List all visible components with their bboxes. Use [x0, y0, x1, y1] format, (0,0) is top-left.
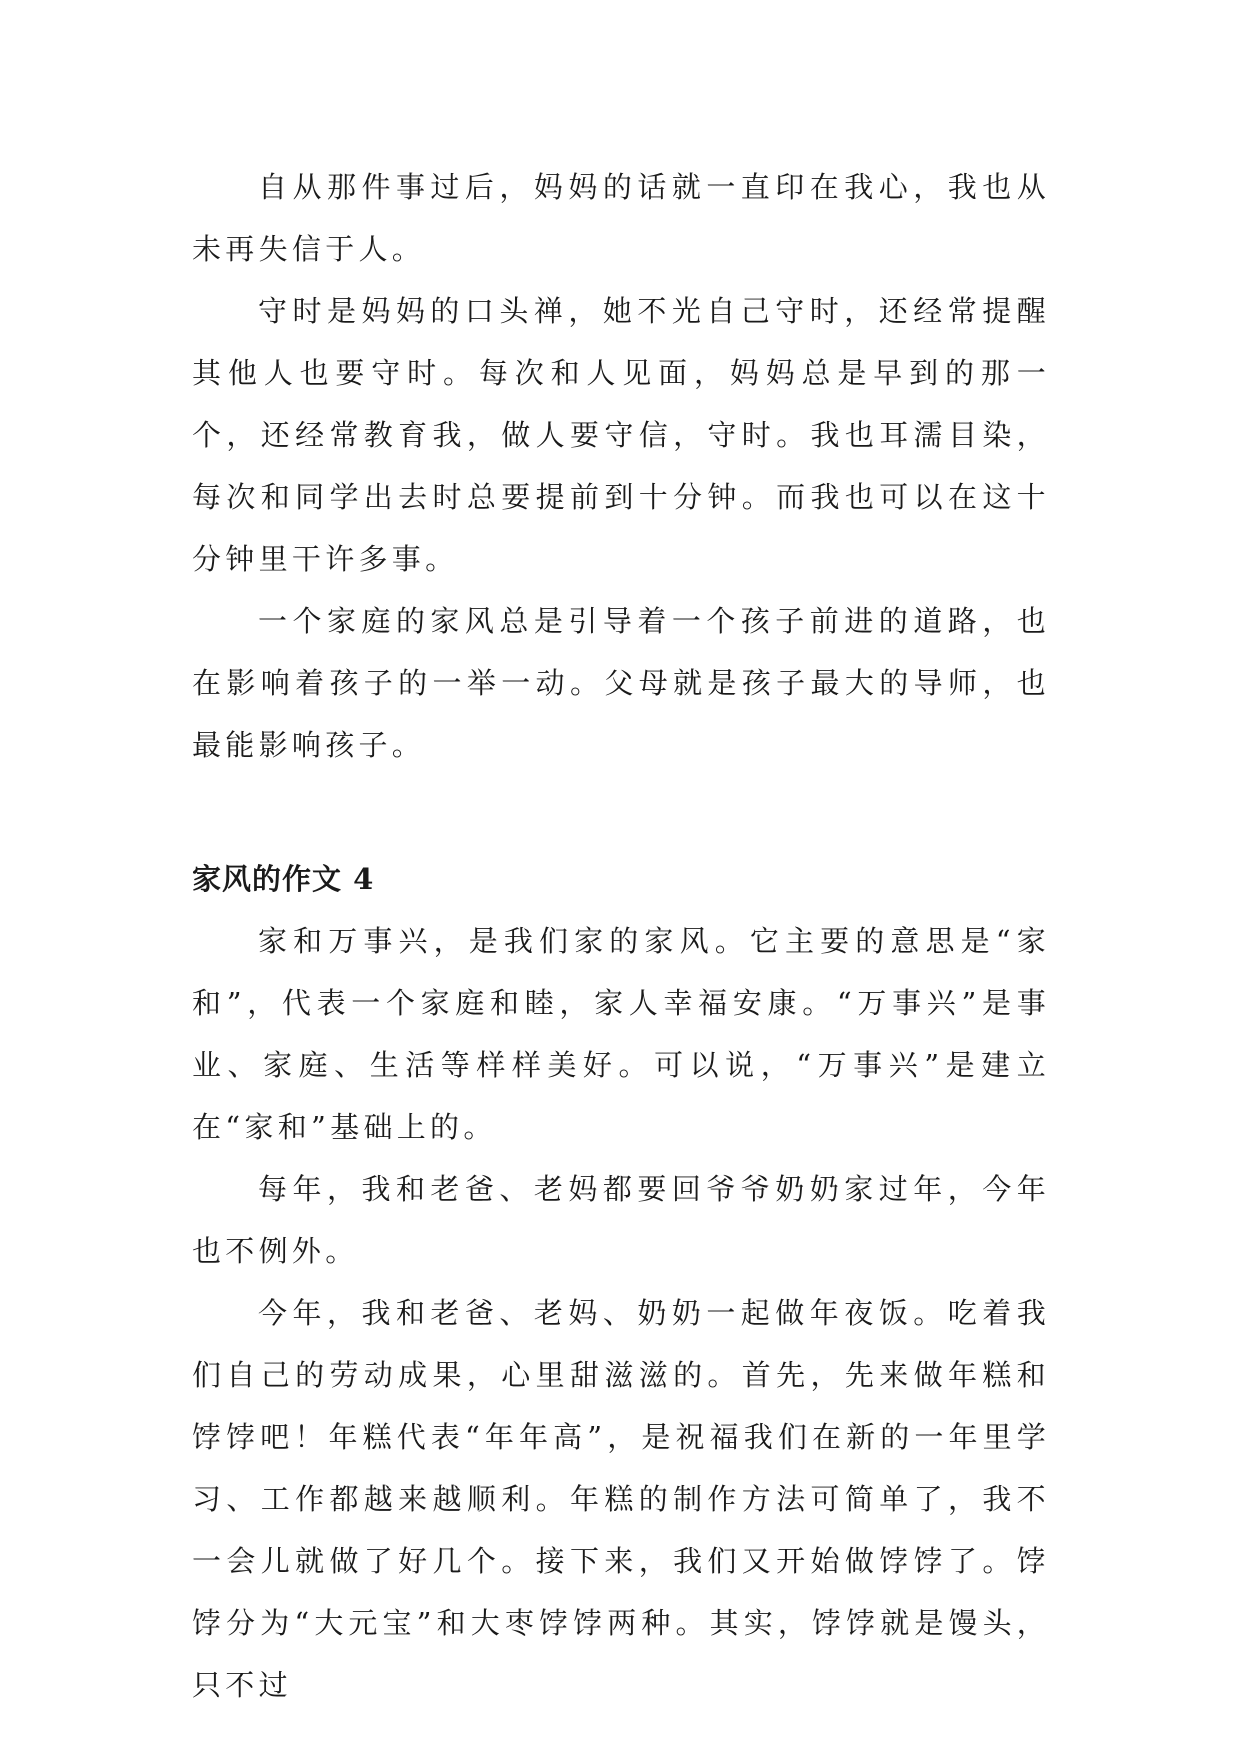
paragraph: 自从那件事过后，妈妈的话就一直印在我心，我也从未再失信于人。 [192, 170, 1050, 266]
paragraph: 家和万事兴，是我们家的家风。它主要的意思是“家和”，代表一个家庭和睦，家人幸福安康。“万事兴”是事业、家庭、生活等样样美好。可以说，“万事兴”是建立在“家和”基础上的。 [192, 924, 1050, 1144]
paragraph: 每年，我和老爸、老妈都要回爷爷奶奶家过年，今年也不例外。 [192, 1172, 1050, 1268]
section-title: 家风的作文 4 [192, 862, 375, 896]
paragraph: 守时是妈妈的口头禅，她不光自己守时，还经常提醒其他人也要守时。每次和人见面，妈妈总是早到的那一个，还经常教育我，做人要守信，守时。我也耳濡目染，每次和同学出去时总要提前到十分钟。而我也可以在这十分钟里干许多事。 [192, 294, 1050, 576]
document-page [192, 156, 1050, 1716]
paragraph: 一个家庭的家风总是引导着一个孩子前进的道路，也在影响着孩子的一举一动。父母就是孩子最大的导师，也最能影响孩子。 [192, 604, 1050, 762]
paragraph: 今年，我和老爸、老妈、奶奶一起做年夜饭。吃着我们自己的劳动成果，心里甜滋滋的。首先，先来做年糕和饽饽吧！年糕代表“年年高”，是祝福我们在新的一年里学习、工作都越来越顺利。年糕的制作方法可简单了，我不一会儿就做了好几个。接下来，我们又开始做饽饽了。饽饽分为“大元宝”和大枣饽饽两种。其实，饽饽就是馒头，只不过 [192, 1296, 1050, 1702]
